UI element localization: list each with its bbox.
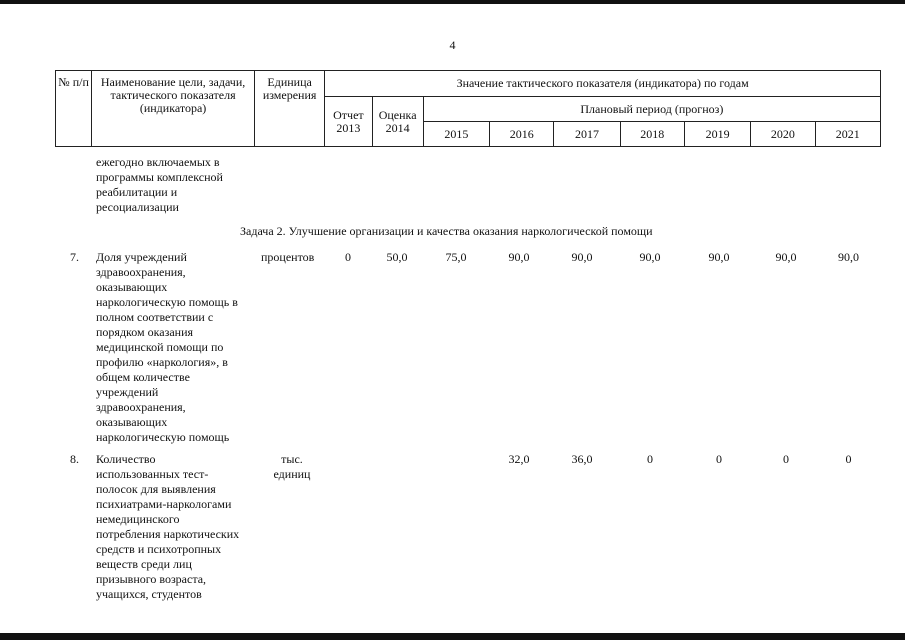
row-7-plan-2019: 90,0 [708,250,730,264]
header-year: 2016 [490,122,554,147]
row-7-plan-2015: 75,0 [445,250,467,264]
scan-edge-bottom [0,633,905,640]
header-year: 2020 [751,122,815,147]
task-2-heading: Задача 2. Улучшение организации и качества оказания наркологической помощи [240,224,653,238]
row-7-plan-2018: 90,0 [639,250,661,264]
row-8-name: Количество использованных тест- полосок для выявления психиатрами-наркологами немедицинского потребления наркотических средств и психотропных веществ среди лиц призывного возраста, учащихся, студентов [96,452,240,601]
header-year: 2017 [554,122,620,147]
row-8-plan-2021: 0 [845,452,852,466]
row-7-name: Доля учреждений здравоохранения, оказывающих наркологическую помощь в полном соответствии с порядком оказания медицинской помощи по профилю «наркология», в общем количестве учреждений здравоохранения, оказывающих наркологическую помощь [96,250,238,444]
indicator-table-header [55,70,881,147]
row-7-report-2013: 0 [345,250,351,264]
row-7-plan-2017: 90,0 [571,250,593,264]
row-8-unit: тыс. единиц [273,452,311,481]
row-8-plan-2019: 0 [716,452,722,466]
header-plan-period: Плановый период (прогноз) [423,97,880,122]
row-7-plan-2021: 90,0 [838,250,859,264]
row-8-num: 8. [70,452,79,466]
row-8-plan-2017: 36,0 [571,452,593,466]
continuation-text: ежегодно включаемых в программы комплексной реабилитации и ресоциализации [96,155,223,214]
header-values-by-year: Значение тактического показателя (индикатора) по годам [325,71,881,97]
scan-edge-top [0,0,905,4]
header-num: № п/п [56,71,92,147]
header-report-2013: Отчет 2013 [325,97,372,147]
row-7-plan-2020: 90,0 [775,250,797,264]
header-estimate-2014: Оценка 2014 [372,97,423,147]
row-7-estimate-2014: 50,0 [386,250,408,264]
row-8-plan-2020: 0 [783,452,789,466]
row-7-num: 7. [70,250,79,264]
row-8-plan-2016: 32,0 [508,452,530,466]
row-7-unit: процентов [261,250,315,264]
header-year: 2018 [620,122,684,147]
page-number: 4 [449,38,456,52]
header-unit: Единица измерения [254,71,324,147]
header-year: 2015 [423,122,489,147]
header-year: 2021 [815,122,880,147]
row-7-plan-2016: 90,0 [508,250,530,264]
row-8-plan-2018: 0 [647,452,653,466]
header-year: 2019 [684,122,750,147]
header-name: Наименование цели, задачи, тактического показателя (индикатора) [92,71,255,147]
